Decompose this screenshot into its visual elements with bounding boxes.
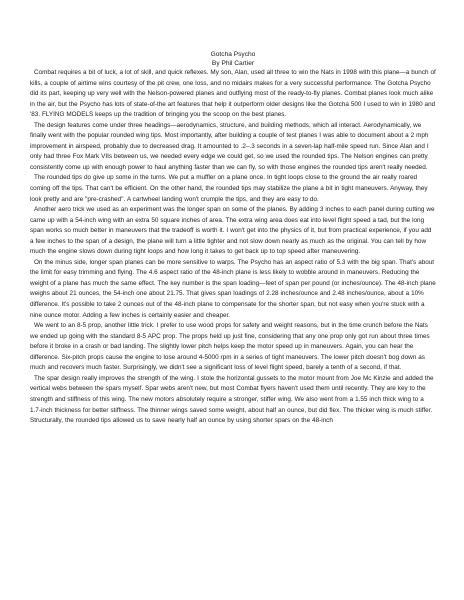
article-body — [30, 68, 436, 427]
article-byline: By Phil Cartier — [211, 60, 255, 67]
paragraph: The rounded tips do give up some in the turns. We put a muffler on a plane once. In tight loops close to the ground the air really roared coming off the tips. That can't be efficient. On the other hand, the rounded tips may stabilize the plane a bit in tight maneuvers. Anyway, they look pretty and are "pre-crashed". A cartwheel landing won't crumple the tips, and they are easy to do. — [30, 174, 428, 203]
paragraph: We went to an 8-5 prop, another little trick. I prefer to use wood props for safety and weight reasons, but in the time crunch before the Nats we ended up going with the standard 8-5 APC prop. The props held up just fine, considering that any one prop only got run about three times before it broke in a crash or bad landing. The slightly lower pitch helps keep the motor speed up in maneuvers. Again, you can hear the difference. Six-pitch props cause the engine to lose around 4-5000 rpm in a series of tight maneuvers. The lower pitch doesn't bog down as much and recovers much faster. Surprisingly, we didn't see a significant loss of level flight speed, barely a tenth of a second, if that. — [30, 322, 430, 372]
paragraph: Combat requires a bit of luck, a lot of skill, and quick reflexes. My son, Alan, used all three to win the Nats in 1998 with this plane—a bunch of kills, a couple of airtime wins courtesy of the pit crew, one loss, and no midairs makes for a very successful performance. The Gotcha Psycho did its part, keeping up very well with the Nelson-powered planes and outflying most of the ready-to-fly planes. Combat planes look much alike in the air, but the Psycho has lots of state-of-the art features that help it outperform older designs like the Gotcha 500 I used to win in 1980 and '83. FLYING MODELS keeps up the tradition of bringing you the scoop on the best planes. — [30, 69, 436, 119]
paragraph: On the minus side, longer span planes can be more sensitive to warps. The Psycho has an aspect ratio of 5.3 with the big span. That's about the limit for easy trimming and flying. The 4.6 aspect ratio of the 48-inch plane is less likely to wobble around in maneuvers. Reducing the weight of a plane has much the same effect. The key number is the span loading—feet of span per pound (or inches/ounce). The 48-inch plane weighs about 21 ounces, the 54-inch one about 21.75. That gives span loadings of 2.28 inches/ounce and 2.48 inches/ounce, about a 10% difference. It's possible to take 2 ounces out of the 48-inch plane to compensate for the shorter span, but not easy when you're stuck with a nine ounce motor. Adding a few inches is certainly easier and cheaper. — [30, 258, 436, 319]
article-title: Gotcha Psycho — [210, 51, 256, 58]
paragraph: The design features come under three headings—aerodynamics, structure, and building methods, which all interact. Aerodynamically, we finally went with the popular rounded wing tips. Most importantly, after building a couple of test planes I was able to document about a 2 mph improvement in airspeed, probably due to decreased drag. It amounted to .2–.3 seconds in a seven-lap half-mile speed run. Since Alan and I only had three Fox Mark VIIs between us, we needed every edge we could get, so we used the rounded tips. The Nelson engines can pretty consistently come up with enough power to haul anything faster than we can fly, so with those engines the rounded tips aren't really needed. — [30, 121, 429, 171]
paragraph: The spar design really improves the strength of the wing. I stole the horizontal gussets to the motor mount from Joe Mc Kinzie and added the vertical webs between the spars myself. Spar webs aren't new, but most Combat flyers haven't used them until recently. They are key to the strength and stiffness of this wing. The new motors absolutely require a stronger, stiffer wing. We also went from a 1.55 inch thick wing to a 1.7-inch thickness for better stiffness. The thinner wings saved some weight, about half an ounce, but did flex. The thicker wing is much stiffer. Structurally, the rounded tips allowed us to save nearly half an ounce by using shorter spars on the 48-inch — [30, 374, 434, 425]
paragraph: Another aero trick we used as an experiment was the longer span on some of the planes. By adding 3 inches to each panel during cutting we came up with a 54-inch wing with an extra 50 square inches of area. The extra wing area does eat into level flight speed a tad, but the long span works so much better in maneuvers that the tradeoff is worth it. I won't get into the physics of it, but from practical experience, if you add a few inches to the span of a design, the plane will turn a little tighter and not slow down nearly as much as the original. You can tell by how much the engine slows down during tight loops and how long it takes to get back up to top speed after maneuvering. — [30, 206, 435, 256]
